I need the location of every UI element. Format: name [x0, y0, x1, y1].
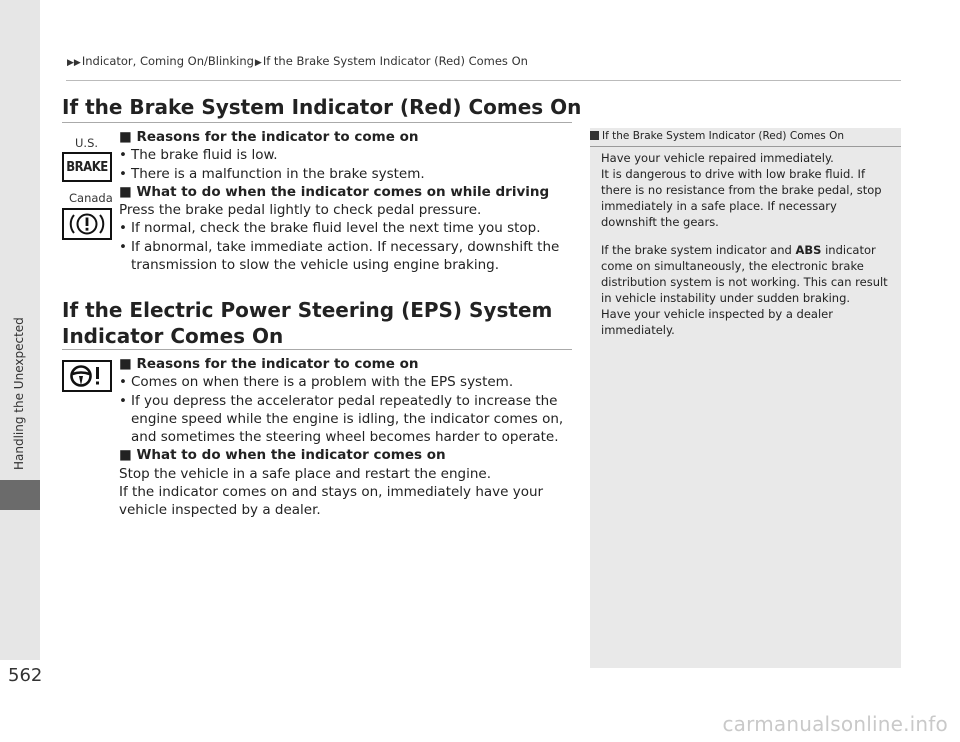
- note-title: If the Brake System Indicator (Red) Comes On: [590, 130, 901, 147]
- eps-action-heading: ■ What to do when the indicator comes on: [119, 446, 579, 464]
- list-item: • The brake fluid is low.: [119, 146, 579, 164]
- brake-section-title: If the Brake System Indicator (Red) Comes On: [62, 95, 582, 119]
- brake-title-divider: [62, 122, 572, 123]
- us-label: U.S.: [75, 136, 99, 150]
- breadcrumb-parent[interactable]: Indicator, Coming On/Blinking: [81, 54, 254, 68]
- eps-action-line: If the indicator comes on and stays on, immediately have your vehicle inspected by a dealer.: [119, 484, 544, 519]
- note-paragraph: If the brake system indicator and ABS indicator come on simultaneously, the electronic brake distribution system is not working. This can result in vehicle instability under sudden braking.: [601, 243, 888, 305]
- eps-section-title: If the Electric Power Steering (EPS) System Indicator Comes On: [62, 298, 553, 348]
- brake-driving-intro: Press the brake pedal lightly to check pedal pressure.: [119, 202, 482, 219]
- brake-reasons-list: [119, 146, 579, 183]
- list-item: • If normal, check the brake fluid level the next time you stop.: [119, 219, 579, 237]
- note-marker-icon: [590, 131, 599, 140]
- brake-indicator-icon: BRAKE: [62, 152, 112, 182]
- brake-driving-steps: [119, 219, 579, 274]
- note-body: [601, 150, 893, 338]
- breadcrumb-arrow-icon: ▶▶: [67, 58, 81, 68]
- list-item: • If abnormal, take immediate action. If necessary, downshift the transmission to slow the vehicle using engine braking.: [119, 238, 579, 275]
- brake-reasons-heading: ■ Reasons for the indicator to come on: [119, 128, 579, 146]
- note-panel: [590, 128, 901, 668]
- eps-warning-icon: [62, 360, 112, 392]
- list-item: • Comes on when there is a problem with the EPS system.: [119, 373, 579, 391]
- note-line: Have your vehicle repaired immediately.: [601, 151, 834, 165]
- breadcrumb-current: If the Brake System Indicator (Red) Comes On: [262, 54, 528, 68]
- eps-section-body: [119, 355, 579, 520]
- abs-label: ABS: [795, 243, 822, 257]
- breadcrumb-arrow-icon: ▶: [254, 58, 262, 68]
- note-line: Have your vehicle inspected by a dealer immediately.: [601, 307, 833, 337]
- chapter-marker: [0, 480, 40, 510]
- brake-warning-circle-icon: [62, 208, 112, 240]
- note-line: It is dangerous to drive with low brake fluid. If there is no resistance from the brake pedal, stop immediately in a safe place. If necessary downshift the gears.: [601, 167, 882, 229]
- eps-reasons-heading: ■ Reasons for the indicator to come on: [119, 355, 579, 373]
- chapter-label: Handling the Unexpected: [12, 317, 26, 470]
- header-divider: [66, 80, 901, 81]
- list-item: • There is a malfunction in the brake system.: [119, 165, 579, 183]
- brake-driving-heading: ■ What to do when the indicator comes on while driving: [119, 183, 579, 201]
- watermark: carmanualsonline.info: [722, 712, 948, 736]
- eps-action-line: Stop the vehicle in a safe place and restart the engine.: [119, 465, 491, 482]
- eps-title-divider: [62, 349, 572, 350]
- eps-reasons-list: [119, 373, 579, 446]
- list-item: • If you depress the accelerator pedal repeatedly to increase the engine speed while the engine is idling, the indicator comes on, and sometimes the steering wheel becomes harder to operate.: [119, 392, 579, 447]
- canada-label: Canada: [69, 191, 113, 205]
- page-number: 562: [8, 665, 43, 686]
- brake-section-body: [119, 128, 579, 274]
- breadcrumb: [66, 54, 528, 68]
